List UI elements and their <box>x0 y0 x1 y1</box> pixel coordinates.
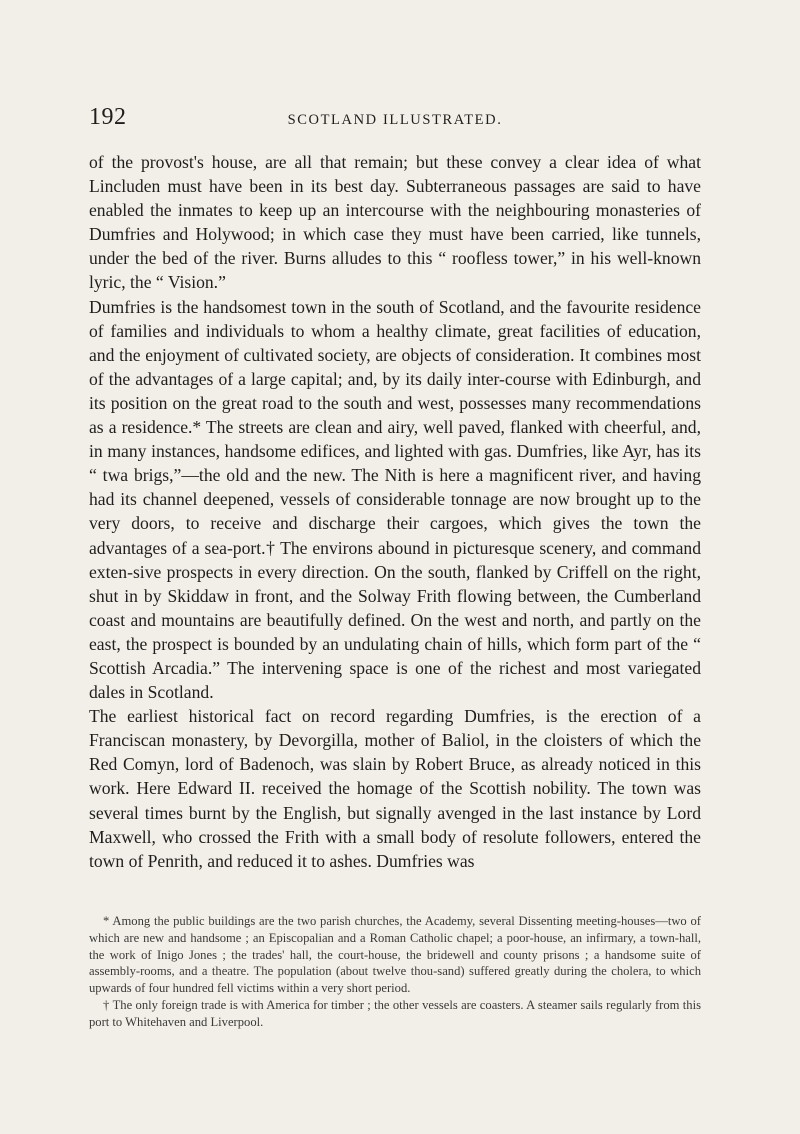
footnotes <box>89 913 701 1031</box>
running-title: SCOTLAND ILLUSTRATED. <box>287 112 503 128</box>
body-text <box>89 150 701 873</box>
paragraph: of the provost's house, are all that remain; but these convey a clear idea of what Lincluden must have been in its best day. Subterraneous passages are said to have enabled the inmates to keep up an intercourse with the neighbouring monasteries of Dumfries and Holywood; in which case they must have been carried, like tunnels, under the bed of the river. Burns alludes to this “ roofless tower,” in his well-known lyric, the “ Vision.” <box>89 152 701 293</box>
footnote: * Among the public buildings are the two parish churches, the Academy, several Dissenting meeting-houses—two of which are new and handsome ; an Episcopalian and a Roman Catholic chapel; a poor-house, an infirmary, a town-hall, the work of Inigo Jones ; the trades' hall, the court-house, the bridewell and county prisons ; a handsome suite of assembly-rooms, and a theatre. The population (about twelve thou-sand) suffered greatly during the cholera, to which upwards of four hundred fell victims within a very short period. <box>89 914 701 996</box>
paragraph: The earliest historical fact on record regarding Dumfries, is the erection of a Franciscan monastery, by Devorgilla, mother of Baliol, in the cloisters of which the Red Comyn, lord of Badenoch, was slain by Robert Bruce, as already noticed in this work. Here Edward II. received the homage of the Scottish nobility. The town was several times burnt by the English, but signally avenged in the last instance by Lord Maxwell, who crossed the Frith with a small body of resolute followers, entered the town of Penrith, and reduced it to ashes. Dumfries was <box>89 706 701 871</box>
paragraph: Dumfries is the handsomest town in the south of Scotland, and the favourite residence of families and individuals to whom a healthy climate, great facilities of education, and the enjoyment of cultivated society, are objects of consideration. It combines most of the advantages of a large capital; and, by its daily inter-course with Edinburgh, and its position on the great road to the south and west, possesses many recommendations as a residence.* The streets are clean and airy, well paved, flanked with cheerful, and, in many instances, handsome edifices, and lighted with gas. Dumfries, like Ayr, has its “ twa brigs,”—the old and the new. The Nith is here a magnificent river, and having had its channel deepened, vessels of considerable tonnage are now brought up to the very doors, to receive and discharge their cargoes, which gives the town the advantages of a sea-port.† The environs abound in picturesque scenery, and command exten-sive prospects in every direction. On the south, flanked by Criffell on the right, shut in by Skiddaw in front, and the Solway Frith flowing between, the Cumberland coast and mountains are beautifully defined. On the west and north, and partly on the east, the prospect is bounded by an undulating chain of hills, which form part of the “ Scottish Arcadia.” The intervening space is one of the richest and most variegated dales in Scotland. <box>89 296 701 703</box>
running-head <box>89 104 701 132</box>
footnote: † The only foreign trade is with America for timber ; the other vessels are coasters. A steamer sails regularly from this port to Whitehaven and Liverpool. <box>89 997 701 1029</box>
page-number: 192 <box>89 104 127 130</box>
